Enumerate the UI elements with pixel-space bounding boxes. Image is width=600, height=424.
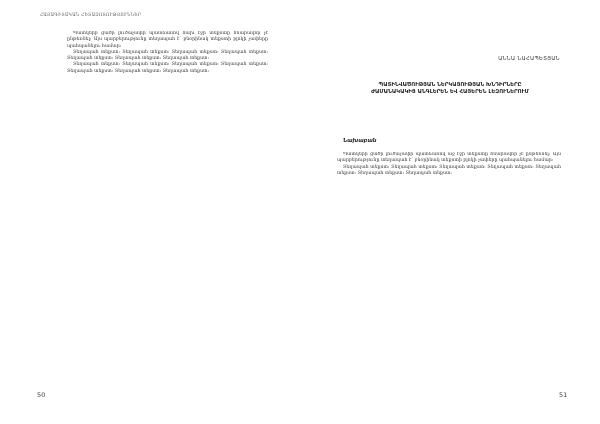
section-heading: Նախաբան [343, 138, 377, 144]
right-body-text [337, 152, 561, 382]
left-body-text [67, 31, 268, 364]
article-title: ՊԱՏԻՆՎԱԾՈՒԹՅԱՆ ՆԵՐԿԱՅՈՒԹՅԱՆ ԽՆԴԻՐՆԵՐԸ ԺԱՄԱՆԱԿԱԿԻՑ ԱՆԳԼԵՐԵՆ ԵՎ ՀԱՅԵՐԵՆ ԼԵԶՈՒՆԵՐՈՒՄ [371, 82, 529, 96]
body-paragraph: Տեղապահ տեքստ։ Տեղապահ տեքստ։ Տեղապահ տեքստ։ Տեղապահ տեքստ։ Տեղապահ տեքստ։ Տեղապահ տեքստ։ Տեղապահ տեքստ։ [67, 49, 268, 61]
body-paragraph: Տեղապահ տեքստ։ Տեղապահ տեքստ։ Տեղապահ տեքստ։ Տեղապահ տեքստ։ Տեղապահ տեքստ։ Տեղապահ տեքստ։ Տեղապահ տեքստ։ [67, 62, 268, 74]
body-paragraph: Պատկերի ցածր լուծաչափի պատճառով ձախ էջի տեքստը հնարավոր չէ ընթեռնել։ Այս պարբերությունը տեղապահ է՝ բնօրինակ տեքստի բլոկի չափերը պահպանելու համար։ [67, 31, 268, 49]
body-paragraph: Պատկերի ցածր լուծաչափի պատճառով աջ էջի տեքստը հնարավոր չէ ընթեռնել։ Այս պարբերությունը տեղապահ է՝ բնօրինակ տեքստի բլոկի չափերը պահպանելու համար։ [337, 152, 561, 164]
author-name: ԱՆՆԱ ՆԱՀԱՊԵՏՅԱՆ [498, 56, 560, 62]
body-paragraph: Տեղապահ տեքստ։ Տեղապահ տեքստ։ Տեղապահ տեքստ։ Տեղապահ տեքստ։ Տեղապահ տեքստ։ Տեղապահ տեքստ։ Տեղապահ տեքստ։ [337, 164, 561, 176]
page-number-left: 50 [37, 391, 46, 399]
running-head: ՀԱՅԱԳԻՏԱԿԱՆ ՀԵՏԱԶՈՏՈՒԹՅՈՒՆՆԵՐ [40, 12, 142, 17]
right-page [300, 0, 600, 424]
page-number-right: 51 [559, 391, 568, 399]
